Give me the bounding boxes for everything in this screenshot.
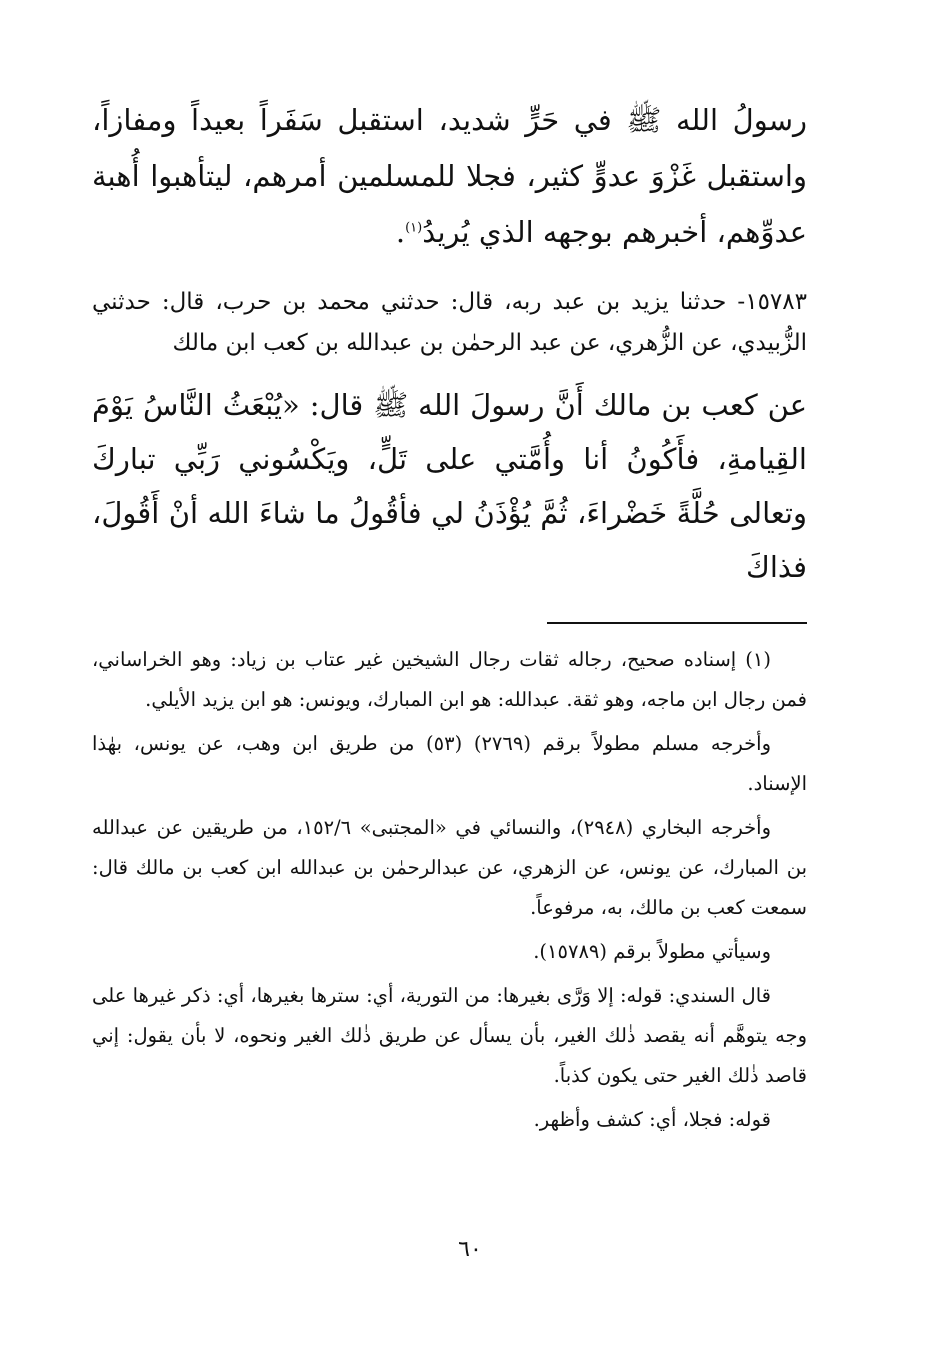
footnote-item: وسيأتي مطولاً برقم (١٥٧٨٩). <box>533 940 771 963</box>
main-paragraph-text: رسولُ الله ﷺ في حَرٍّ شديد، استقبل سَفَراً بعيداً ومفازاً، واستقبل غَزْوَ عدوٍّ كثير، فجلا للمسلمين أمرهم، ليتأهبوا أُهبة عدوِّهم، أخبرهم بوجهه الذي يُريدُ <box>92 103 807 249</box>
footnote-item: قوله: فجلا، أي: كشف وأظهر. <box>533 1108 771 1131</box>
footnote-reference[interactable]: (١) <box>405 220 423 236</box>
page-content <box>92 92 807 1131</box>
footnote-item: (١) إسناده صحيح، رجاله ثقات رجال الشيخين غير عتاب بن زياد: وهو الخراساني، فمن رجال ابن ماجه، وهو ثقة. عبدالله: هو ابن المبارك، ويونس: هو ابن يزيد الأيلي. <box>92 648 807 711</box>
page-number: ٦٠ <box>458 1237 482 1262</box>
hadith-text: عن كعب بن مالك أَنَّ رسولَ الله ﷺ قال: «يُبْعَثُ النَّاسُ يَوْمَ القِيامةِ، فأَكُونُ أنا وأُمَّتي على تَلٍّ، ويَكْسُوني رَبِّي تباركَ وتعالى حُلَّةً خَضْراءَ، ثُمَّ يُؤْذَنُ لي فأقُولُ ما شاءَ الله أنْ أَقُولَ، فذاكَ <box>92 388 807 584</box>
chain-of-narration: ١٥٧٨٣- حدثنا يزيد بن عبد ربه، قال: حدثني محمد بن حرب، قال: حدثني الزُّبيدي، عن الزُّهري، عن عبد الرحمٰن بن عبدالله بن كعب ابن مالك <box>92 289 807 356</box>
main-paragraph-end: . <box>395 215 406 249</box>
footnote-item: وأخرجه مسلم مطولاً برقم (٢٧٦٩) (٥٣) من طريق ابن وهب، عن يونس، بهٰذا الإسناد. <box>92 732 807 795</box>
footnote-item: وأخرجه البخاري (٢٩٤٨)، والنسائي في «المجتبى» ١٥٢/٦، من طريقين عن عبدالله بن المبارك، عن يونس، عن الزهري، عن عبدالرحمٰن بن عبدالله ابن كعب بن مالك قال: سمعت كعب بن مالك، به، مرفوعاً. <box>92 816 807 919</box>
main-paragraph <box>92 92 807 260</box>
footnote-separator <box>547 622 807 624</box>
footnote-item: قال السندي: قوله: إلا وَرَّى بغيرها: من التورية، أي: سترها بغيرها، أي: ذكر غيرها على وجه يتوهَّم أنه يقصد ذٰلك الغير، بأن يسأل عن طريق ذٰلك الغير ونحوه، لا بأن يقول: إني قاصد ذٰلك الغير حتى يكون كذباً. <box>92 984 807 1087</box>
footnotes-section <box>92 640 807 1144</box>
